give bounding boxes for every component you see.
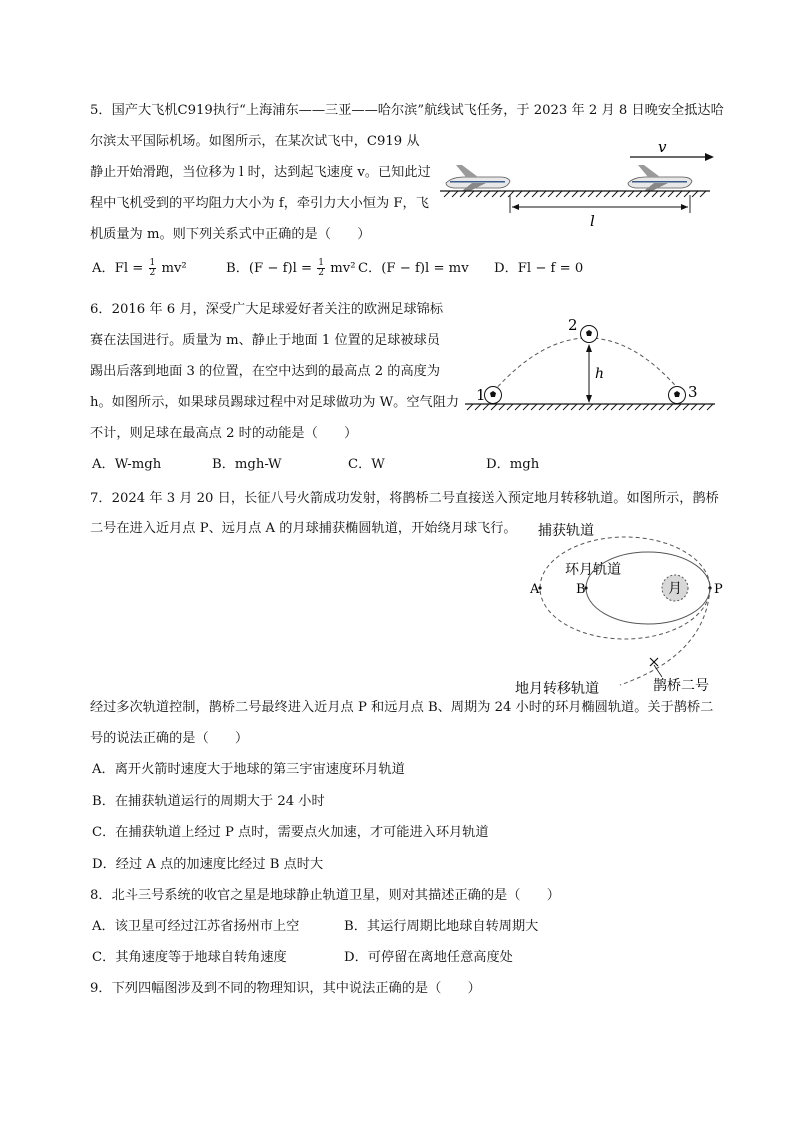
transfer-orbit [620, 588, 710, 685]
q5-option-b-rhs: mv² [330, 261, 356, 276]
airplane-takeoff-icon [628, 165, 692, 191]
q6-option-d: D．mgh [486, 457, 540, 472]
height-label: h [595, 366, 605, 382]
q5-option-a-lhs: A．Fl = [92, 261, 144, 276]
capture-orbit-label: 捕获轨道 [538, 523, 594, 539]
q5-option-a-rhs: mv² [161, 261, 187, 276]
soccer-ball-icon-2 [581, 326, 598, 343]
airplane-start-icon [446, 165, 510, 191]
soccer-ball-icon-1 [485, 387, 502, 404]
point-a-label: A [530, 582, 540, 597]
q6-soccer-figure [465, 312, 720, 417]
velocity-label: v [658, 138, 667, 156]
q6-line-4: h。如图所示，如果球员踢球过程中对足球做功为 W。空气阻力 [90, 395, 460, 410]
q6-option-a: A．W-mgh [92, 457, 162, 472]
q8-line-1: 8．北斗三号系统的收官之星是地球静止轨道卫星，则对其描述正确的是（ ） [90, 888, 560, 903]
q5-line-3: 静止开始滑跑，当位移为 l 时，达到起飞速度 v。已知此过 [90, 165, 431, 180]
trajectory-arc [493, 338, 681, 392]
q5-option-b-fraction: $\frac{1}{2}$ [318, 258, 325, 278]
q5-option-c: C．(F − f)l = mv [358, 261, 469, 276]
distance-label: l [590, 212, 595, 230]
q6-option-c: C．W [348, 457, 385, 472]
ring-orbit [586, 552, 710, 624]
soccer-ball-icon-3 [669, 387, 686, 404]
q6-line-5: 不计，则足球在最高点 2 时的动能是（ ） [90, 426, 358, 441]
moon-label: 月 [668, 581, 682, 597]
q5-option-b-lhs: B．(F − f)l = [226, 261, 313, 276]
q7-option-d: D．经过 A 点的加速度比经过 B 点时大 [92, 857, 324, 872]
q5-line-1: 5．国产大飞机C919执行“上海浦东——三亚——哈尔滨”航线试飞任务，于 2023 年 2 月 8 日晚安全抵达哈 [90, 103, 724, 118]
q7-option-a: A．离开火箭时速度大于地球的第三宇宙速度环月轨道 [92, 762, 405, 777]
point-b-label: B [576, 582, 586, 597]
q5-line-2: 尔滨太平国际机场。如图所示，在某次试飞中，C919 从 [90, 134, 420, 149]
q5-option-a-fraction: $\frac{1}{2}$ [149, 258, 156, 278]
position-1-label: 1 [476, 386, 486, 404]
q7-line-3: 经过多次轨道控制，鹊桥二号最终进入近月点 P 和远月点 B、周期为 24 小时的环月椭圆轨道。关于鹊桥二 [90, 700, 714, 715]
probe-icon [650, 658, 658, 666]
q7-line-2: 二号在进入近月点 P、远月点 A 的月球捕获椭圆轨道，开始绕月球飞行。 [90, 521, 517, 536]
q7-line-1: 7．2024 年 3 月 20 日，长征八号火箭成功发射，将鹊桥二号直接送入预定地月转移轨道。如图所示，鹊桥 [90, 491, 719, 506]
q6-line-1: 6．2016 年 6 月，深受广大足球爱好者关注的欧洲足球锦标 [90, 302, 444, 317]
q6-line-3: 踢出后落到地面 3 的位置，在空中达到的最高点 2 的高度为 [90, 364, 441, 379]
q5-option-a [92, 259, 187, 279]
q7-option-c: C．在捕获轨道上经过 P 点时，需要点火加速，才可能进入环月轨道 [92, 825, 489, 840]
position-3-label: 3 [688, 383, 698, 401]
ring-orbit-label: 环月轨道 [565, 562, 621, 578]
point-p-label: P [714, 582, 723, 597]
q9-line-1: 9．下列四幅图涉及到不同的物理知识，其中说法正确的是（ ） [90, 981, 481, 996]
q6-option-b: B．mgh-W [212, 457, 282, 472]
q7-orbit-figure [510, 515, 750, 700]
q8-option-a: A．该卫星可经过江苏省扬州市上空 [92, 919, 300, 934]
q5-line-5: 机质量为 m。则下列关系式中正确的是（ ） [90, 227, 371, 242]
q5-airplane-figure [440, 135, 720, 230]
q8-option-b: B．其运行周期比地球自转周期大 [344, 919, 539, 934]
probe-label: 鹊桥二号 [653, 678, 709, 694]
q8-option-d: D．可停留在离地任意高度处 [344, 950, 513, 965]
q7-line-4: 号的说法正确的是（ ） [90, 731, 249, 746]
q5-line-4: 程中飞机受到的平均阻力大小为 f，牵引力大小恒为 F，飞 [90, 196, 429, 211]
q6-line-2: 赛在法国进行。质量为 m、静止于地面 1 位置的足球被球员 [90, 333, 440, 348]
q7-option-b: B．在捕获轨道运行的周期大于 24 小时 [92, 794, 325, 809]
position-2-label: 2 [568, 316, 578, 334]
q8-option-c: C．其角速度等于地球自转角速度 [92, 950, 287, 965]
transfer-orbit-label: 地月转移轨道 [515, 681, 599, 697]
q5-option-b [226, 259, 355, 279]
q5-option-d: D．Fl − f = 0 [494, 261, 584, 276]
